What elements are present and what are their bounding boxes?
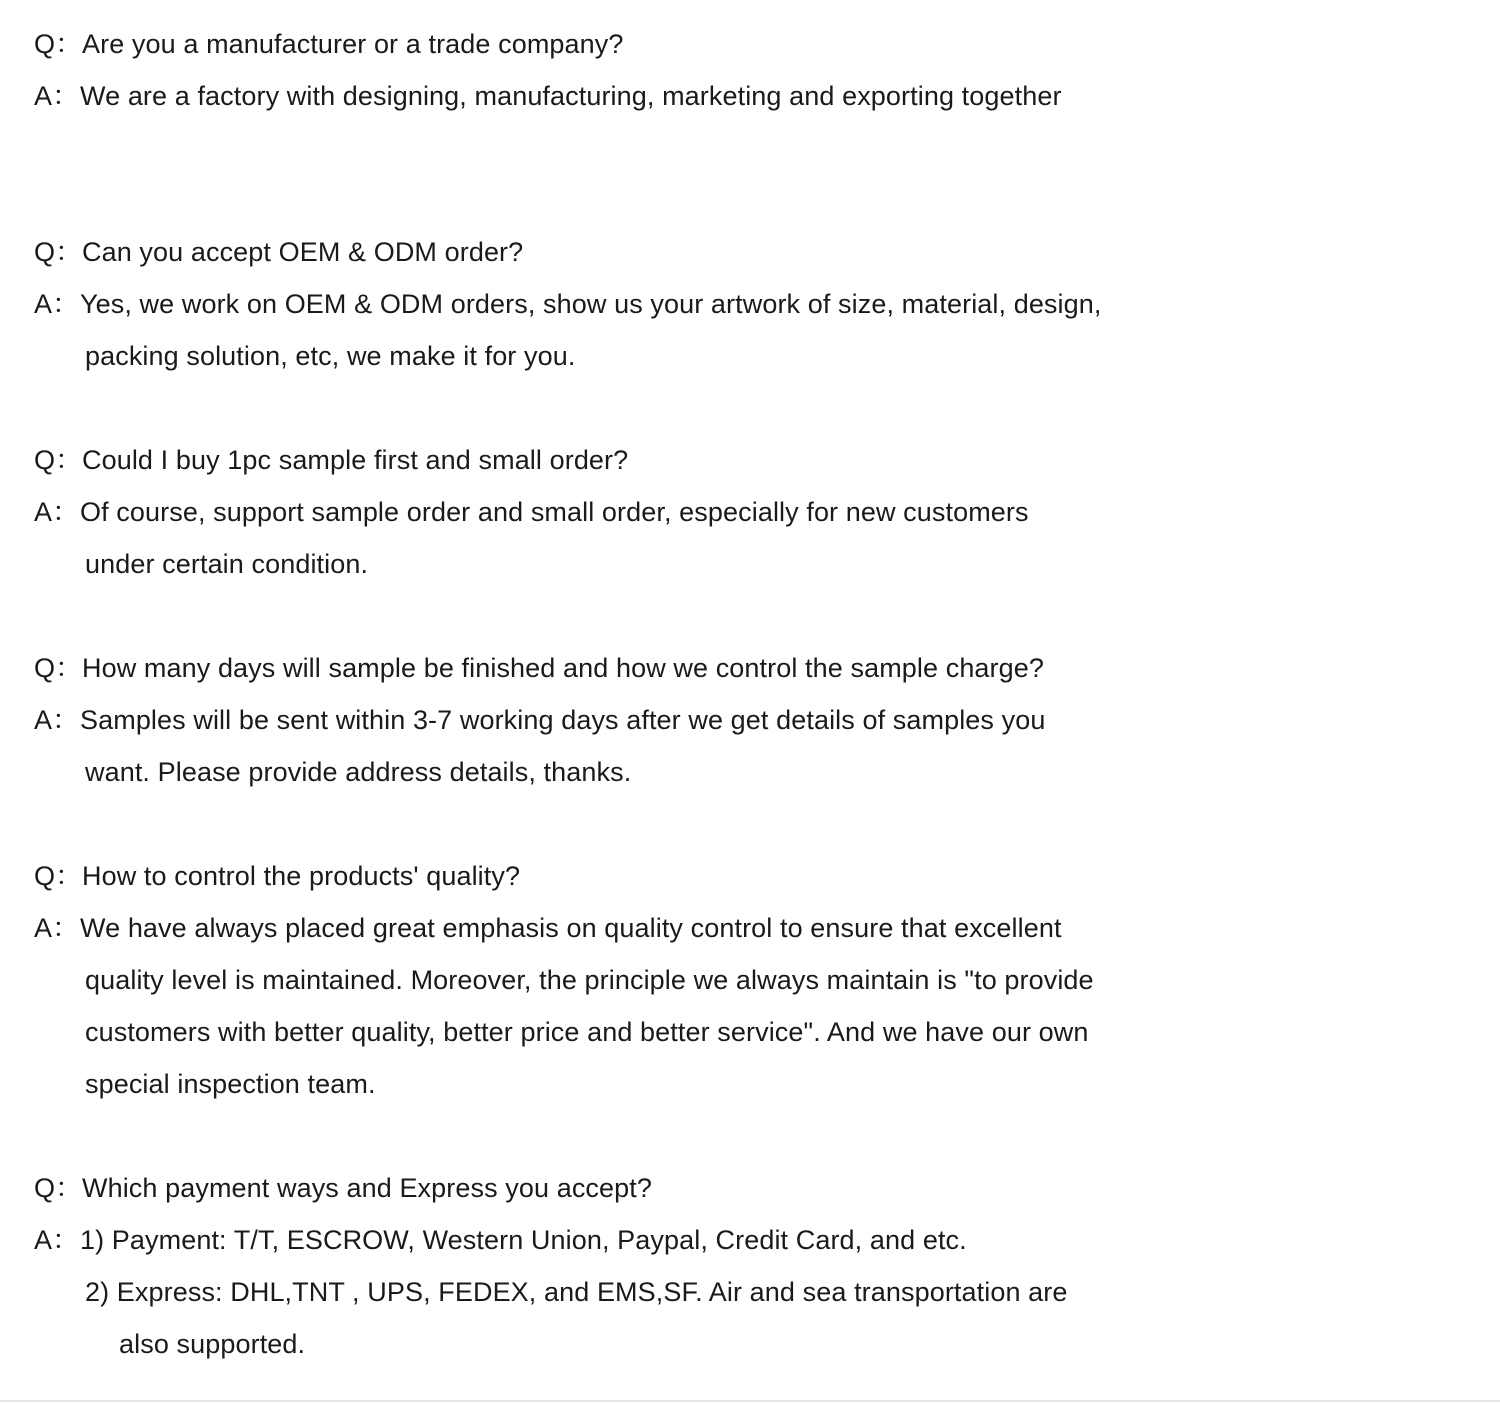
faq-answer-5-continuation-2: customers with better quality, better price and better service". And we have our own xyxy=(85,1017,1089,1047)
answer-prefix: A： xyxy=(34,81,80,111)
faq-answer-6 xyxy=(34,1224,967,1256)
answer-text: 1) Payment: T/T, ESCROW, Western Union, Paypal, Credit Card, and etc. xyxy=(80,1225,967,1255)
faq-answer-6-continuation-2: also supported. xyxy=(119,1329,306,1359)
faq-answer-4-continuation: want. Please provide address details, thanks. xyxy=(85,757,632,787)
answer-prefix: A： xyxy=(34,289,80,319)
faq-answer-6-continuation-1: 2) Express: DHL,TNT , UPS, FEDEX, and EMS,SF. Air and sea transportation are xyxy=(85,1277,1068,1307)
question-text: Could I buy 1pc sample first and small order? xyxy=(82,445,629,475)
faq-answer-5-continuation-1: quality level is maintained. Moreover, the principle we always maintain is "to provide xyxy=(85,965,1094,995)
faq-question-1 xyxy=(34,28,623,60)
question-text: Which payment ways and Express you accept? xyxy=(82,1173,652,1203)
faq-question-6 xyxy=(34,1172,652,1204)
answer-text: Samples will be sent within 3-7 working days after we get details of samples you xyxy=(80,705,1046,735)
question-text: How many days will sample be finished and how we control the sample charge? xyxy=(82,653,1044,683)
question-prefix: Q： xyxy=(34,1173,83,1203)
faq-answer-3 xyxy=(34,496,1029,528)
question-prefix: Q： xyxy=(34,861,83,891)
faq-answer-4 xyxy=(34,704,1045,736)
question-text: Are you a manufacturer or a trade company? xyxy=(82,29,624,59)
answer-text: We have always placed great emphasis on quality control to ensure that excellent xyxy=(80,913,1062,943)
answer-prefix: A： xyxy=(34,705,80,735)
question-prefix: Q： xyxy=(34,445,83,475)
answer-prefix: A： xyxy=(34,1225,80,1255)
question-prefix: Q： xyxy=(34,653,83,683)
bottom-divider xyxy=(0,1400,1500,1402)
faq-question-2 xyxy=(34,236,523,268)
faq-answer-1 xyxy=(34,80,1062,112)
answer-prefix: A： xyxy=(34,913,80,943)
faq-answer-5 xyxy=(34,912,1062,944)
faq-answer-3-continuation: under certain condition. xyxy=(85,549,369,579)
answer-text: We are a factory with designing, manufacturing, marketing and exporting together xyxy=(80,81,1062,111)
answer-prefix: A： xyxy=(34,497,80,527)
question-text: How to control the products' quality? xyxy=(82,861,521,891)
answer-text: Of course, support sample order and small order, especially for new customers xyxy=(80,497,1029,527)
faq-answer-5-continuation-3: special inspection team. xyxy=(85,1069,376,1099)
question-text: Can you accept OEM & ODM order? xyxy=(82,237,524,267)
faq-question-3 xyxy=(34,444,628,476)
faq-question-4 xyxy=(34,652,1044,684)
answer-text: Yes, we work on OEM & ODM orders, show us your artwork of size, material, design, xyxy=(80,289,1102,319)
question-prefix: Q： xyxy=(34,237,83,267)
question-prefix: Q： xyxy=(34,29,83,59)
faq-answer-2-continuation: packing solution, etc, we make it for you. xyxy=(85,341,576,371)
faq-question-5 xyxy=(34,860,520,892)
faq-answer-2 xyxy=(34,288,1101,320)
